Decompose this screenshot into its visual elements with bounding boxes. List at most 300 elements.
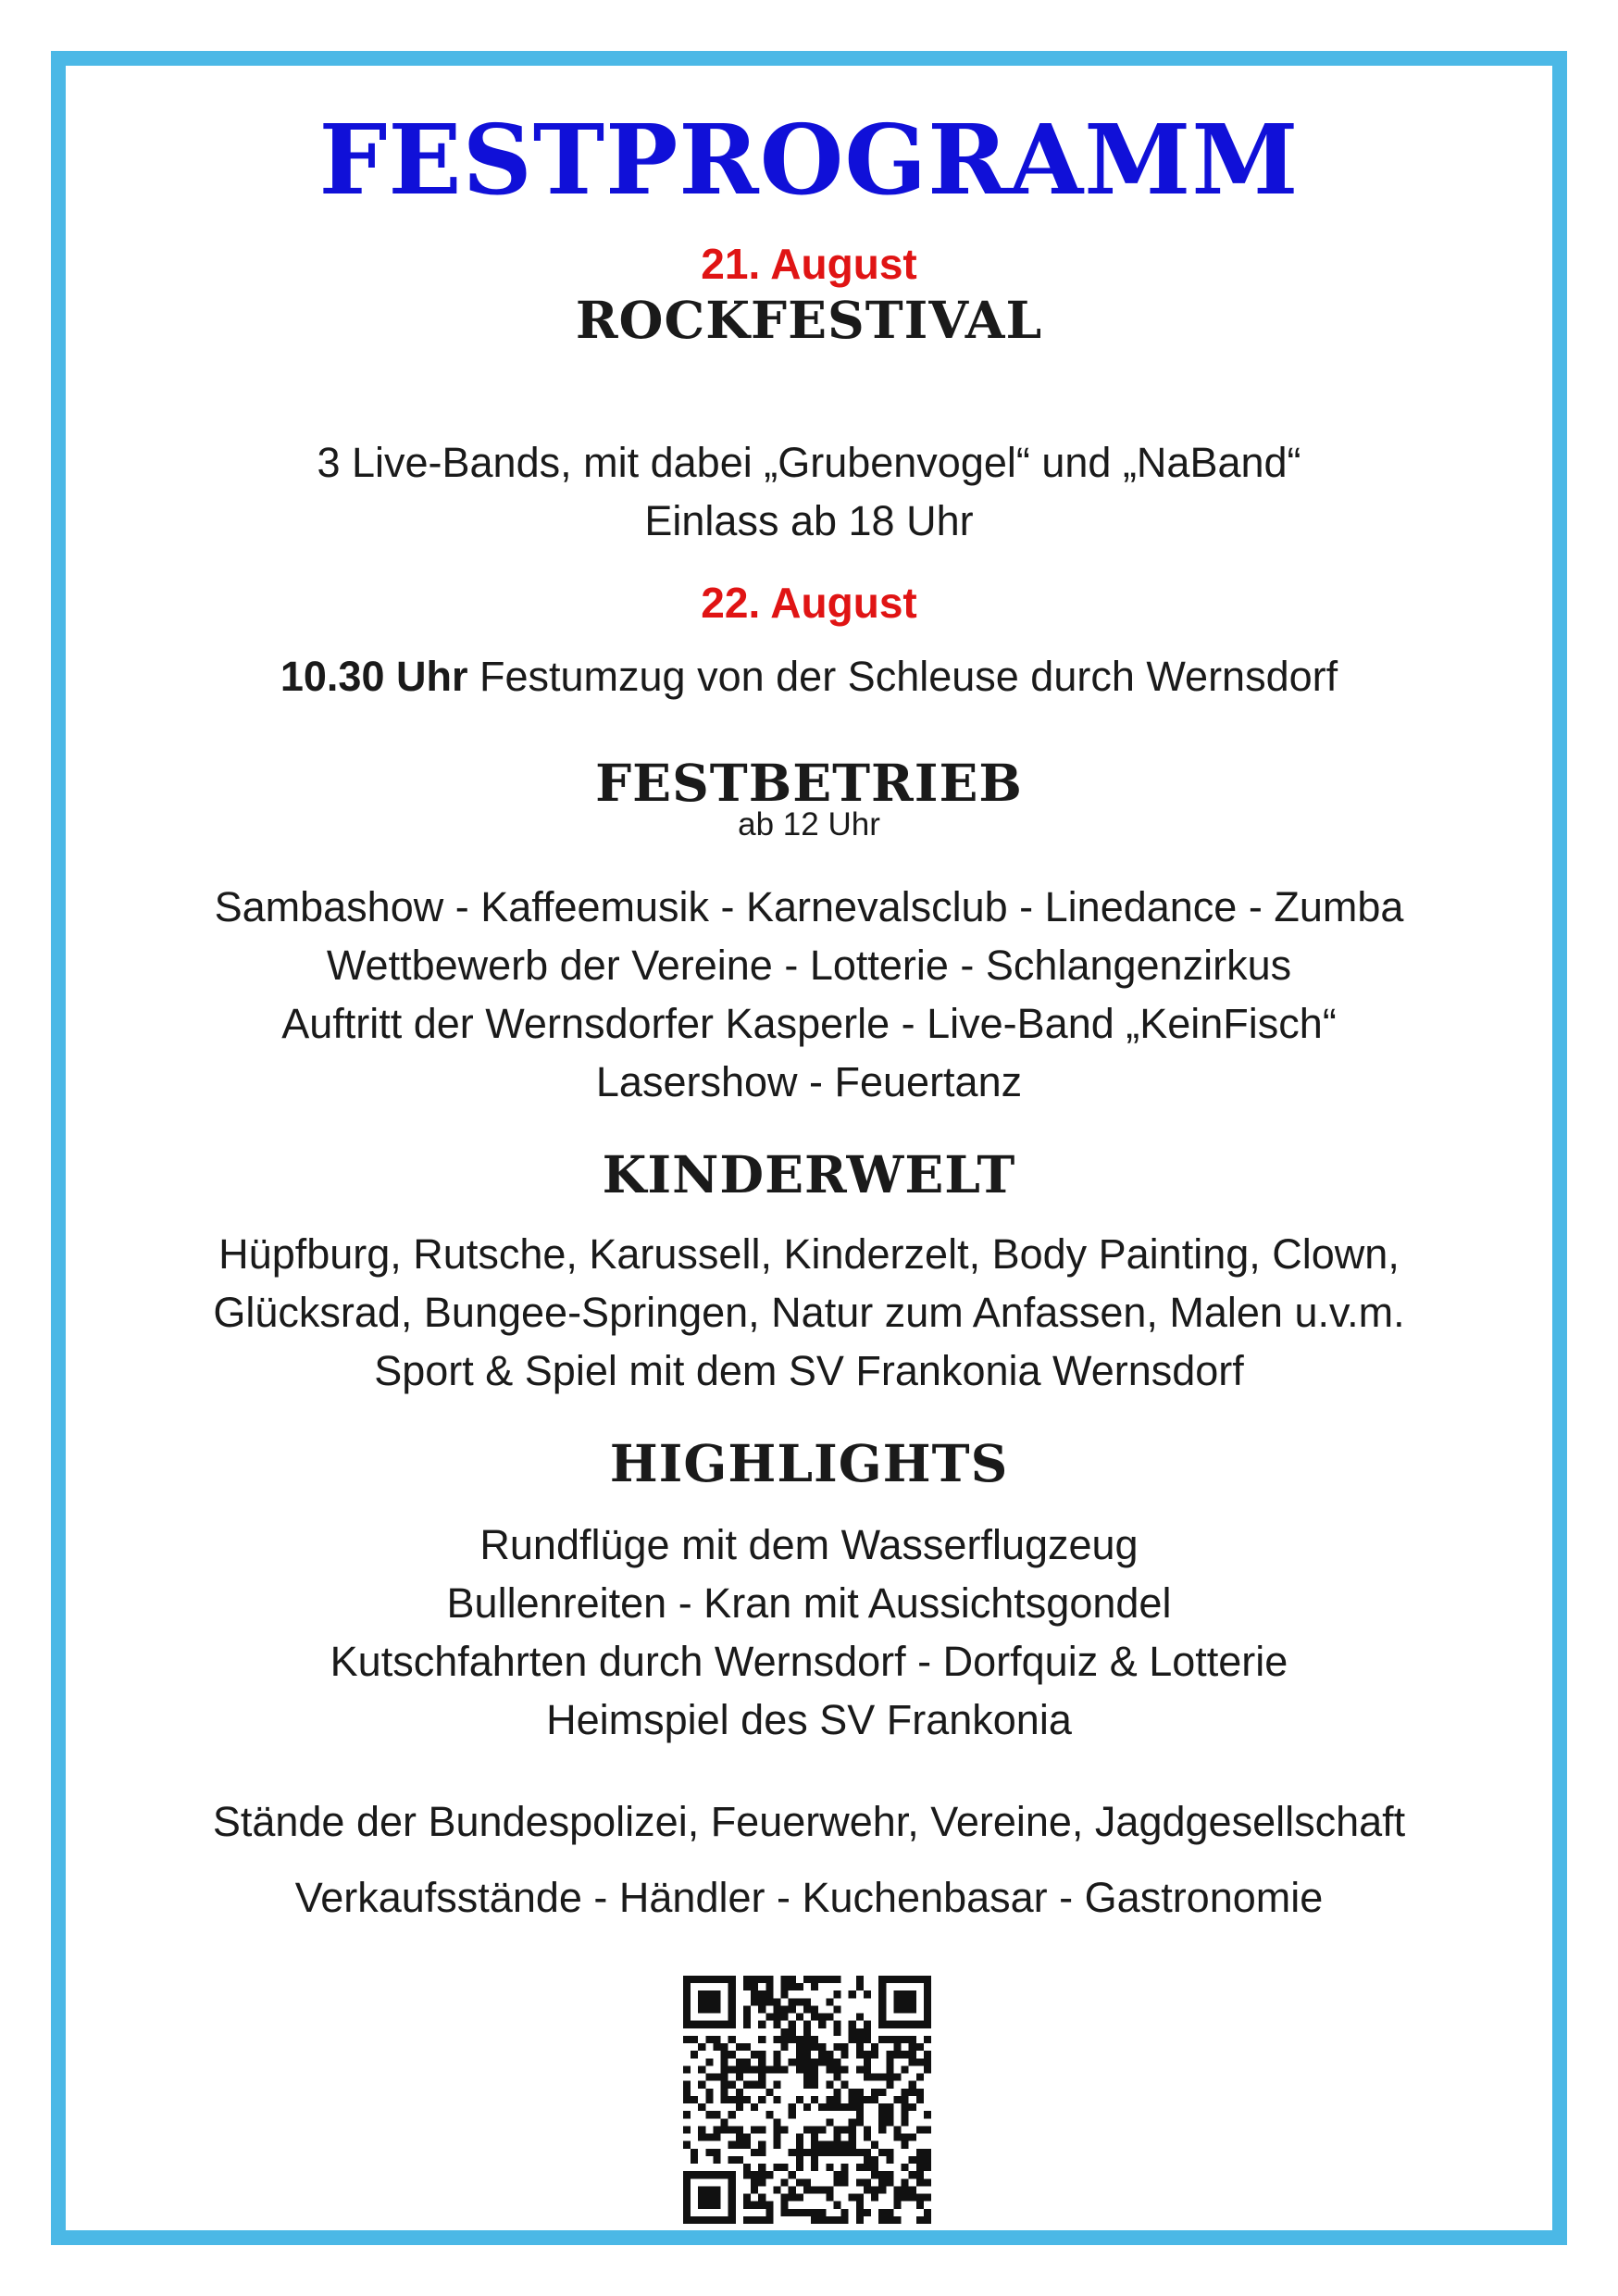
qr-module bbox=[909, 2058, 916, 2065]
qr-module bbox=[811, 2141, 818, 2149]
qr-module bbox=[773, 2005, 780, 2013]
qr-module bbox=[864, 1990, 871, 1998]
qr-module bbox=[871, 2171, 878, 2178]
qr-module bbox=[743, 2096, 751, 2103]
qr-module bbox=[751, 2202, 758, 2209]
qr-module bbox=[916, 2089, 924, 2096]
qr-module bbox=[796, 2156, 803, 2164]
qr-module bbox=[818, 2216, 826, 2224]
qr-module bbox=[826, 2216, 833, 2224]
qr-module bbox=[864, 2051, 871, 2058]
qr-module bbox=[916, 2216, 924, 2224]
qr-module bbox=[856, 2216, 864, 2224]
qr-module bbox=[713, 1990, 720, 1998]
qr-module bbox=[902, 2089, 909, 2096]
qr-module bbox=[728, 2005, 736, 2013]
qr-module bbox=[849, 2096, 856, 2103]
qr-module bbox=[909, 2036, 916, 2043]
qr-module bbox=[705, 1998, 713, 2005]
qr-module bbox=[728, 2014, 736, 2021]
qr-module bbox=[849, 2089, 856, 2096]
qr-module bbox=[751, 1998, 758, 2005]
qr-module bbox=[864, 2186, 871, 2193]
qr-module bbox=[781, 2014, 789, 2021]
qr-module bbox=[902, 2141, 909, 2149]
qr-module bbox=[698, 2186, 705, 2193]
qr-module bbox=[916, 2164, 924, 2171]
qr-module bbox=[751, 2149, 758, 2156]
qr-module bbox=[683, 2141, 691, 2149]
qr-module bbox=[773, 2058, 780, 2065]
qr-module bbox=[705, 2171, 713, 2178]
qr-module bbox=[826, 1976, 833, 1983]
qr-module bbox=[691, 2036, 698, 2043]
qr-module bbox=[833, 2096, 840, 2103]
parade-time: 10.30 Uhr bbox=[280, 653, 468, 700]
festbetrieb-subheading: ab 12 Uhr bbox=[738, 806, 880, 842]
qr-module bbox=[856, 1976, 864, 1983]
qr-module bbox=[833, 2103, 840, 2111]
qr-module bbox=[713, 2171, 720, 2178]
qr-module bbox=[705, 2216, 713, 2224]
qr-module bbox=[789, 2021, 796, 2028]
qr-module bbox=[721, 2074, 728, 2081]
qr-module bbox=[721, 2065, 728, 2073]
qr-module bbox=[751, 1983, 758, 1990]
qr-module bbox=[886, 2074, 893, 2081]
qr-module bbox=[849, 2194, 856, 2202]
qr-module bbox=[916, 2202, 924, 2209]
qr-module bbox=[803, 2005, 811, 2013]
qr-module bbox=[833, 2074, 840, 2081]
qr-module bbox=[841, 2081, 849, 2089]
qr-module bbox=[826, 2118, 833, 2126]
festbetrieb-line: Lasershow - Feuertanz bbox=[595, 1058, 1023, 1105]
qr-module bbox=[773, 2065, 780, 2073]
qr-module bbox=[796, 2149, 803, 2156]
qr-module bbox=[902, 1976, 909, 1983]
qr-module bbox=[902, 1990, 909, 1998]
qr-module bbox=[713, 2126, 720, 2133]
qr-module bbox=[683, 2186, 691, 2193]
qr-module bbox=[691, 2216, 698, 2224]
qr-module bbox=[713, 2149, 720, 2156]
qr-module bbox=[849, 2134, 856, 2141]
qr-module bbox=[789, 2036, 796, 2043]
qr-module bbox=[924, 2164, 931, 2171]
qr-module bbox=[902, 2194, 909, 2202]
qr-module bbox=[789, 2005, 796, 2013]
qr-module bbox=[691, 1976, 698, 1983]
day1-line: Einlass ab 18 Uhr bbox=[644, 497, 974, 544]
qr-module bbox=[758, 2081, 765, 2089]
qr-module bbox=[886, 2156, 893, 2164]
qr-module bbox=[721, 1976, 728, 1983]
qr-module bbox=[751, 2103, 758, 2111]
qr-module bbox=[796, 2194, 803, 2202]
day2-parade bbox=[66, 647, 1552, 705]
qr-module bbox=[773, 2141, 780, 2149]
qr-module bbox=[698, 1998, 705, 2005]
qr-module bbox=[758, 2216, 765, 2224]
qr-module bbox=[841, 2126, 849, 2133]
qr-module bbox=[728, 2141, 736, 2149]
qr-module bbox=[683, 1976, 691, 1983]
qr-module bbox=[691, 2096, 698, 2103]
qr-module bbox=[789, 2171, 796, 2178]
qr-module bbox=[811, 2186, 818, 2193]
qr-module bbox=[683, 2005, 691, 2013]
qr-module bbox=[864, 2178, 871, 2186]
qr-module bbox=[683, 2202, 691, 2209]
qr-module bbox=[713, 2074, 720, 2081]
qr-module bbox=[705, 2186, 713, 2193]
qr-module bbox=[811, 2065, 818, 2073]
qr-module bbox=[871, 2051, 878, 2058]
qr-module bbox=[856, 2014, 864, 2021]
qr-module bbox=[916, 2156, 924, 2164]
qr-module bbox=[811, 2134, 818, 2141]
qr-module bbox=[878, 2171, 886, 2178]
qr-module bbox=[728, 2036, 736, 2043]
qr-module bbox=[743, 2141, 751, 2149]
qr-module bbox=[765, 2202, 773, 2209]
qr-module bbox=[916, 1976, 924, 1983]
qr-module bbox=[698, 2134, 705, 2141]
qr-module bbox=[856, 2103, 864, 2111]
qr-module bbox=[811, 2005, 818, 2013]
qr-module bbox=[743, 2202, 751, 2209]
qr-module bbox=[743, 1983, 751, 1990]
qr-module bbox=[781, 2126, 789, 2133]
qr-module bbox=[826, 2051, 833, 2058]
qr-module bbox=[796, 2178, 803, 2186]
qr-module bbox=[878, 2021, 886, 2028]
qr-module bbox=[728, 2081, 736, 2089]
qr-module bbox=[818, 2126, 826, 2133]
qr-module bbox=[909, 2186, 916, 2193]
qr-module bbox=[893, 2005, 901, 2013]
qr-module bbox=[789, 2028, 796, 2036]
day1-details bbox=[66, 433, 1552, 550]
qr-module bbox=[796, 1998, 803, 2005]
qr-module bbox=[698, 2216, 705, 2224]
qr-module bbox=[751, 1990, 758, 1998]
qr-module bbox=[818, 2051, 826, 2058]
qr-module bbox=[765, 2216, 773, 2224]
qr-module bbox=[871, 2074, 878, 2081]
qr-module bbox=[743, 2058, 751, 2065]
qr-module bbox=[803, 2074, 811, 2081]
qr-module bbox=[864, 2058, 871, 2065]
qr-module bbox=[833, 2202, 840, 2209]
qr-module bbox=[893, 1998, 901, 2005]
qr-module bbox=[878, 2186, 886, 2193]
qr-module bbox=[841, 2164, 849, 2171]
qr-module bbox=[902, 1998, 909, 2005]
qr-module bbox=[878, 1976, 886, 1983]
qr-module bbox=[909, 2103, 916, 2111]
qr-module bbox=[765, 1976, 773, 1983]
qr-module bbox=[705, 2089, 713, 2096]
qr-module bbox=[916, 2126, 924, 2133]
qr-module bbox=[841, 2065, 849, 2073]
qr-module bbox=[758, 2096, 765, 2103]
day1-date: 21. August bbox=[701, 240, 917, 288]
qr-module bbox=[789, 2058, 796, 2065]
qr-module bbox=[826, 1998, 833, 2005]
qr-module bbox=[698, 2103, 705, 2111]
qr-module bbox=[893, 2194, 901, 2202]
qr-module bbox=[765, 2171, 773, 2178]
qr-module bbox=[893, 2074, 901, 2081]
qr-module bbox=[683, 2065, 691, 2073]
qr-module bbox=[751, 1976, 758, 1983]
qr-module bbox=[721, 2051, 728, 2058]
poster-frame bbox=[51, 51, 1567, 2245]
qr-module bbox=[758, 2178, 765, 2186]
qr-module bbox=[713, 2186, 720, 2193]
qr-module bbox=[758, 2141, 765, 2149]
qr-module bbox=[773, 2126, 780, 2133]
qr-module bbox=[803, 2126, 811, 2133]
qr-module bbox=[826, 2065, 833, 2073]
qr-module bbox=[751, 2081, 758, 2089]
qr-module bbox=[796, 2096, 803, 2103]
qr-module bbox=[811, 2036, 818, 2043]
qr-module bbox=[916, 2178, 924, 2186]
qr-module bbox=[886, 2171, 893, 2178]
qr-module bbox=[818, 2209, 826, 2216]
qr-module bbox=[698, 2171, 705, 2178]
qr-module bbox=[691, 2156, 698, 2164]
page-title: FESTPROGRAMM bbox=[318, 103, 1300, 217]
qr-module bbox=[902, 2134, 909, 2141]
qr-module bbox=[924, 1990, 931, 1998]
qr-module bbox=[833, 2043, 840, 2051]
qr-module bbox=[878, 2209, 886, 2216]
qr-module bbox=[743, 2216, 751, 2224]
qr-module bbox=[751, 2178, 758, 2186]
qr-module bbox=[781, 2202, 789, 2209]
qr-module bbox=[826, 2149, 833, 2156]
qr-module bbox=[864, 2209, 871, 2216]
qr-module bbox=[909, 2051, 916, 2058]
qr-module bbox=[878, 2036, 886, 2043]
qr-module bbox=[878, 1998, 886, 2005]
qr-module bbox=[728, 2096, 736, 2103]
qr-module bbox=[758, 2164, 765, 2171]
qr-module bbox=[826, 2164, 833, 2171]
qr-module bbox=[705, 2111, 713, 2118]
qr-module bbox=[698, 2126, 705, 2133]
qr-module bbox=[713, 2194, 720, 2202]
qr-module bbox=[728, 2051, 736, 2058]
qr-module bbox=[886, 2036, 893, 2043]
qr-module bbox=[841, 2178, 849, 2186]
qr-module bbox=[691, 2051, 698, 2058]
highlights-line: Heimspiel des SV Frankonia bbox=[546, 1696, 1072, 1743]
qr-module bbox=[924, 1983, 931, 1990]
qr-module bbox=[902, 2051, 909, 2058]
qr-module bbox=[902, 2111, 909, 2118]
qr-module bbox=[856, 2118, 864, 2126]
qr-module bbox=[789, 2194, 796, 2202]
qr-module bbox=[818, 2141, 826, 2149]
qr-module bbox=[796, 2036, 803, 2043]
qr-module bbox=[864, 2164, 871, 2171]
qr-module bbox=[818, 2043, 826, 2051]
qr-module bbox=[864, 2021, 871, 2028]
qr-module bbox=[683, 2089, 691, 2096]
qr-module bbox=[893, 2216, 901, 2224]
qr-module bbox=[773, 2021, 780, 2028]
qr-module bbox=[751, 2065, 758, 2073]
qr-module bbox=[728, 2171, 736, 2178]
qr-module bbox=[758, 2171, 765, 2178]
qr-module bbox=[886, 2149, 893, 2156]
qr-module bbox=[713, 2156, 720, 2164]
qr-module bbox=[833, 2141, 840, 2149]
qr-module bbox=[773, 2096, 780, 2103]
qr-module bbox=[728, 1998, 736, 2005]
qr-module bbox=[841, 2141, 849, 2149]
qr-module bbox=[765, 2111, 773, 2118]
qr-module bbox=[818, 1976, 826, 1983]
qr-module bbox=[871, 2043, 878, 2051]
qr-module bbox=[721, 2118, 728, 2126]
qr-module bbox=[811, 2216, 818, 2224]
qr-module bbox=[856, 2194, 864, 2202]
qr-module bbox=[736, 2141, 743, 2149]
qr-module bbox=[736, 2074, 743, 2081]
qr-module bbox=[924, 2014, 931, 2021]
qr-module bbox=[728, 1983, 736, 1990]
qr-module bbox=[683, 2021, 691, 2028]
qr-module bbox=[683, 2111, 691, 2118]
qr-module bbox=[909, 2134, 916, 2141]
highlights-list bbox=[66, 1516, 1552, 1749]
qr-module bbox=[705, 2005, 713, 2013]
qr-module bbox=[902, 2164, 909, 2171]
qr-module bbox=[683, 1990, 691, 1998]
qr-module bbox=[916, 2043, 924, 2051]
qr-module bbox=[713, 2021, 720, 2028]
qr-module bbox=[878, 2089, 886, 2096]
qr-module bbox=[924, 2065, 931, 2073]
qr-module bbox=[856, 2209, 864, 2216]
qr-module bbox=[826, 2141, 833, 2149]
qr-module bbox=[698, 2043, 705, 2051]
qr-module bbox=[781, 2209, 789, 2216]
qr-module bbox=[924, 2149, 931, 2156]
qr-module bbox=[728, 2186, 736, 2193]
qr-module bbox=[871, 2089, 878, 2096]
qr-module bbox=[728, 2202, 736, 2209]
qr-module bbox=[803, 2036, 811, 2043]
qr-module bbox=[833, 1990, 840, 1998]
qr-module bbox=[924, 2126, 931, 2133]
qr-module bbox=[721, 2171, 728, 2178]
qr-module bbox=[683, 2036, 691, 2043]
qr-module bbox=[803, 2058, 811, 2065]
qr-module bbox=[818, 2103, 826, 2111]
qr-code-icon bbox=[683, 1976, 931, 2224]
qr-module bbox=[698, 1976, 705, 1983]
qr-module bbox=[765, 2065, 773, 2073]
qr-module bbox=[736, 2126, 743, 2133]
qr-module bbox=[728, 2156, 736, 2164]
qr-module bbox=[886, 2081, 893, 2089]
qr-module bbox=[856, 2164, 864, 2171]
qr-module bbox=[811, 2209, 818, 2216]
qr-module bbox=[886, 2058, 893, 2065]
qr-module bbox=[758, 2051, 765, 2058]
qr-module bbox=[758, 2149, 765, 2156]
qr-module bbox=[909, 2021, 916, 2028]
qr-module bbox=[743, 2005, 751, 2013]
qr-module bbox=[796, 2058, 803, 2065]
qr-module bbox=[713, 1976, 720, 1983]
qr-module bbox=[811, 2074, 818, 2081]
qr-module bbox=[924, 2194, 931, 2202]
qr-module bbox=[773, 2036, 780, 2043]
qr-module bbox=[743, 1976, 751, 1983]
qr-module bbox=[743, 2065, 751, 2073]
qr-module bbox=[849, 2028, 856, 2036]
qr-module bbox=[886, 2178, 893, 2186]
kinderwelt-line: Sport & Spiel mit dem SV Frankonia Wernsdorf bbox=[374, 1347, 1244, 1394]
vendors-line: Verkaufsstände - Händler - Kuchenbasar - Gastronomie bbox=[294, 1874, 1324, 1921]
qr-module bbox=[878, 2005, 886, 2013]
qr-module bbox=[924, 2209, 931, 2216]
qr-module bbox=[698, 2021, 705, 2028]
qr-module bbox=[841, 2103, 849, 2111]
qr-module bbox=[803, 2178, 811, 2186]
qr-module bbox=[736, 2089, 743, 2096]
qr-module bbox=[916, 2096, 924, 2103]
qr-module bbox=[924, 2021, 931, 2028]
qr-module bbox=[916, 2149, 924, 2156]
qr-module bbox=[871, 2194, 878, 2202]
qr-module bbox=[818, 2058, 826, 2065]
qr-module bbox=[924, 2051, 931, 2058]
qr-module bbox=[713, 2202, 720, 2209]
qr-module bbox=[909, 2171, 916, 2178]
qr-module bbox=[758, 2074, 765, 2081]
qr-module bbox=[871, 2186, 878, 2193]
qr-module bbox=[796, 2065, 803, 2073]
qr-module bbox=[902, 2065, 909, 2073]
qr-module bbox=[743, 2194, 751, 2202]
qr-module bbox=[856, 2051, 864, 2058]
qr-module bbox=[841, 2043, 849, 2051]
qr-module bbox=[886, 2111, 893, 2118]
qr-module bbox=[826, 2186, 833, 2193]
qr-module bbox=[826, 2096, 833, 2103]
qr-module bbox=[864, 2149, 871, 2156]
qr-module bbox=[893, 1990, 901, 1998]
qr-module bbox=[909, 1998, 916, 2005]
qr-module bbox=[924, 2058, 931, 2065]
qr-module bbox=[878, 1990, 886, 1998]
qr-module bbox=[803, 2149, 811, 2156]
qr-module bbox=[826, 2194, 833, 2202]
qr-module bbox=[705, 1976, 713, 1983]
qr-module bbox=[803, 2081, 811, 2089]
qr-module bbox=[849, 2149, 856, 2156]
qr-module bbox=[736, 2103, 743, 2111]
